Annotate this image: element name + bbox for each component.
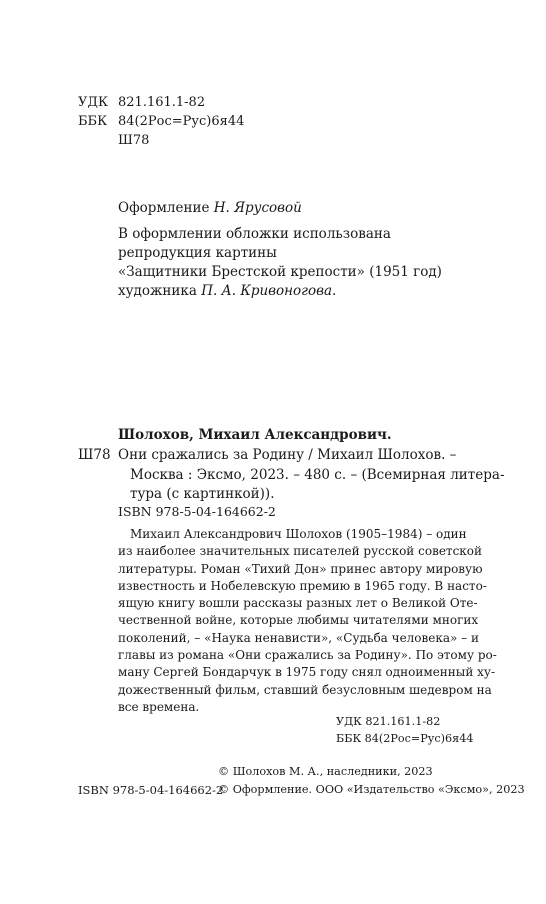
cover-note-line-1: В оформлении обложки использована bbox=[118, 226, 391, 242]
udk-label: УДК bbox=[78, 95, 109, 110]
description-line: Они сражались за Родину / Михаил Шолохов. – bbox=[118, 447, 457, 463]
cover-note-line-4 bbox=[118, 282, 336, 302]
annotation-line: все времена. bbox=[118, 699, 200, 714]
author-heading: Шолохов, Михаил Александрович. bbox=[118, 427, 392, 443]
udk-line bbox=[78, 93, 205, 112]
author-mark-card: Ш78 bbox=[78, 447, 111, 463]
annotation-line: ману Сергей Бондарчук в 1975 году снял одноименный ху- bbox=[118, 665, 496, 680]
annotation-line: поколений, – «Наука ненависти», «Судьба человека» – и bbox=[118, 630, 479, 645]
bibliographic-description bbox=[118, 446, 505, 505]
annotation-line: ящую книгу вошли рассказы разных лет о Великой Оте- bbox=[118, 596, 478, 611]
annotation-line: Михаил Александрович Шолохов (1905–1984) – один bbox=[130, 527, 467, 541]
artist-name: П. А. Кривоногова. bbox=[201, 283, 337, 299]
bbk-value: 84(2Рос=Рус)6я44 bbox=[118, 114, 245, 129]
author-mark-top: Ш78 bbox=[118, 133, 150, 148]
bbk-label: ББК bbox=[78, 114, 108, 129]
annotation-line: из наиболее значительных писателей русской советской bbox=[118, 544, 483, 559]
artist-prefix: художника bbox=[118, 283, 197, 299]
description-line: Москва : Эксмо, 2023. – 480 с. – (Всемирная литера- bbox=[130, 466, 505, 483]
annotation-line: известность и Нобелевскую премию в 1965 году. В насто- bbox=[118, 578, 487, 593]
annotation-line: литературы. Роман «Тихий Дон» принес автору мировую bbox=[118, 561, 483, 576]
cover-note-line-3: «Защитники Брестской крепости» (1951 год) bbox=[118, 264, 442, 280]
isbn-card: ISBN 978-5-04-164662-2 bbox=[118, 504, 276, 519]
design-name: Н. Ярусовой bbox=[213, 200, 302, 216]
udk-card: УДК 821.161.1-82 bbox=[336, 715, 441, 728]
annotation-line: дожественный фильм, ставший безусловным шедевром на bbox=[118, 682, 492, 697]
annotation bbox=[118, 526, 497, 716]
copyright-line: © Оформление. ООО «Издательство «Эксмо», 2023 bbox=[218, 783, 525, 796]
design-prefix: Оформление bbox=[118, 200, 210, 216]
bbk-line bbox=[78, 112, 244, 131]
copyright-line: © Шолохов М. А., наследники, 2023 bbox=[218, 765, 433, 778]
bbk-card: ББК 84(2Рос=Рус)6я44 bbox=[336, 732, 474, 745]
udk-value: 821.161.1-82 bbox=[118, 95, 206, 110]
description-line: тура (с картинкой)). bbox=[130, 486, 275, 502]
cover-note-line-2: репродукция картины bbox=[118, 245, 277, 261]
annotation-line: главы из романа «Они сражались за Родину». По этому ро- bbox=[118, 648, 497, 663]
design-credit bbox=[118, 199, 302, 219]
isbn-footer: ISBN 978-5-04-164662-2 bbox=[78, 783, 224, 797]
annotation-line: чественной войне, которые любимы читателями многих bbox=[118, 613, 479, 628]
